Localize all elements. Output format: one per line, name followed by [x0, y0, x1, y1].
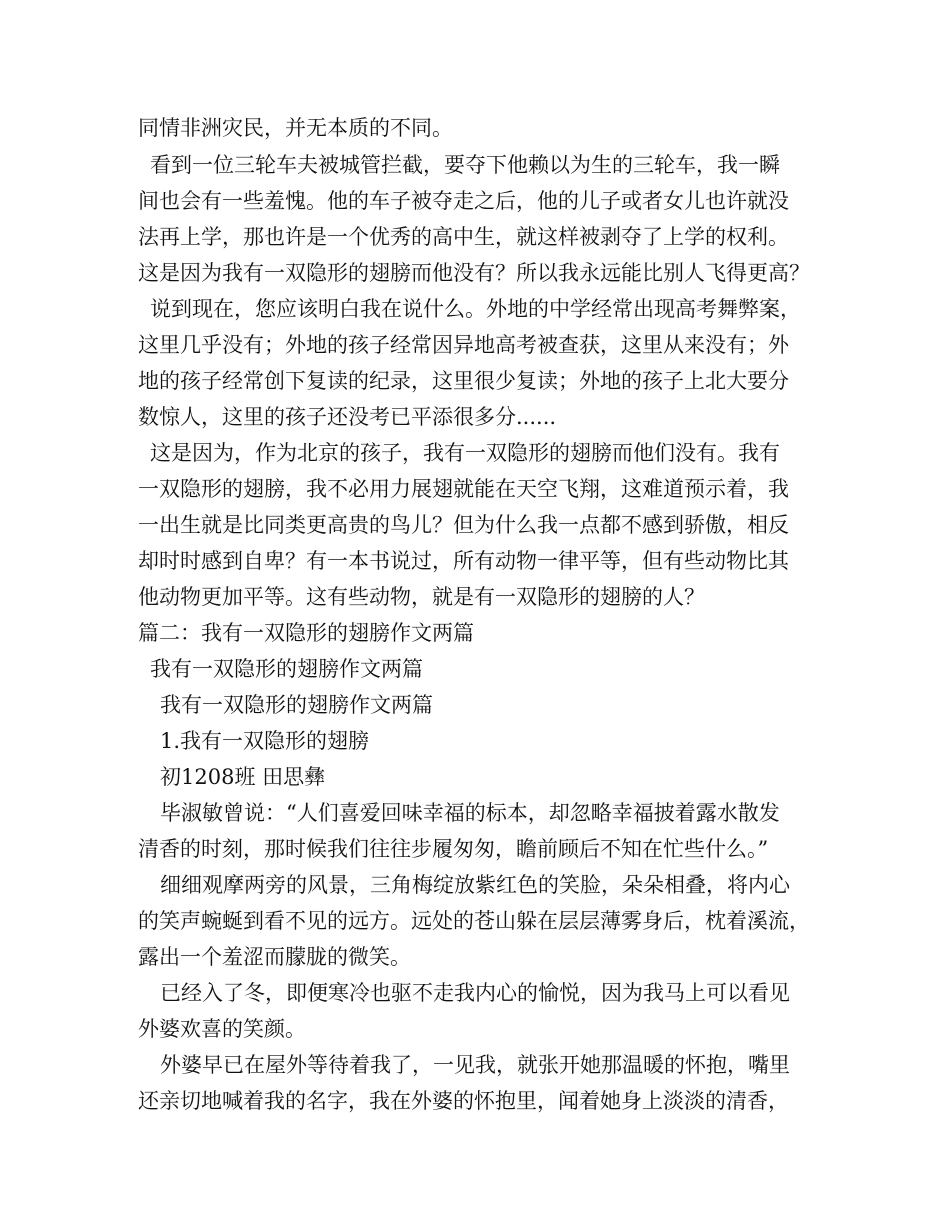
text-line-12: 一出生就是比同类更高贵的鸟儿？但为什么我一点都不感到骄傲，相反 — [138, 513, 789, 537]
text-line-10: 这是因为，作为北京的孩子，我有一双隐形的翅膀而他们没有。我有 — [150, 441, 780, 465]
text-line-14: 他动物更加平等。这有些动物，就是有一双隐形的翅膀的人？ — [138, 585, 705, 609]
text-line-3: 间也会有一些羞愧。他的车子被夺走之后，他的儿子或者女儿也许就没 — [138, 189, 789, 213]
text-line-28: 还亲切地喊着我的名字，我在外婆的怀抱里，闻着她身上淡淡的清香， — [138, 1089, 789, 1113]
text-line-1: 同情非洲灾民，并无本质的不同。 — [138, 116, 453, 140]
text-line-13: 却时时感到自卑？有一本书说过，所有动物一律平等，但有些动物比其 — [138, 549, 789, 573]
text-line-2: 看到一位三轮车夫被城管拦截，要夺下他赖以为生的三轮车，我一瞬 — [150, 153, 780, 177]
text-line-7: 这里几乎没有；外地的孩子经常因异地高考被查获，这里从来没有；外 — [138, 333, 789, 357]
text-line-4: 法再上学，那也许是一个优秀的高中生，就这样被剥夺了上学的权利。 — [138, 225, 789, 249]
text-line-23: 的笑声蜿蜒到看不见的远方。远处的苍山躲在层层薄雾身后，枕着溪流， — [138, 909, 810, 933]
text-line-8: 地的孩子经常创下复读的纪录，这里很少复读；外地的孩子上北大要分 — [138, 369, 789, 393]
text-line-27: 外婆早已在屋外等待着我了，一见我，就张开她那温暖的怀抱，嘴里 — [160, 1053, 790, 1077]
essay-title: 1.我有一双隐形的翅膀 — [160, 729, 370, 753]
text-line-25: 已经入了冬，即便寒冷也驱不走我内心的愉悦，因为我马上可以看见 — [160, 981, 790, 1005]
section-heading: 篇二：我有一双隐形的翅膀作文两篇 — [138, 621, 474, 645]
text-line-9: 数惊人，这里的孩子还没考已平添很多分...... — [138, 405, 557, 429]
text-line-20: 毕淑敏曾说：“人们喜爱回味幸福的标本，却忽略幸福披着露水散发 — [160, 801, 780, 825]
essay-collection-title: 我有一双隐形的翅膀作文两篇 — [150, 657, 423, 681]
text-line-21: 清香的时刻，那时候我们往往步履匆匆，瞻前顾后不知在忙些什么。” — [138, 837, 769, 861]
text-line-11: 一双隐形的翅膀，我不必用力展翅就能在天空飞翔，这难道预示着，我 — [138, 477, 789, 501]
text-line-26: 外婆欢喜的笑颜。 — [138, 1017, 306, 1041]
text-line-24: 露出一个羞涩而朦胧的微笑。 — [138, 945, 411, 969]
essay-collection-subtitle: 我有一双隐形的翅膀作文两篇 — [160, 693, 433, 717]
text-line-22: 细细观摩两旁的风景，三角梅绽放紫红色的笑脸，朵朵相叠，将内心 — [160, 873, 790, 897]
essay-author: 初1208班 田思彝 — [160, 765, 326, 789]
text-line-6: 说到现在，您应该明白我在说什么。外地的中学经常出现高考舞弊案， — [150, 297, 801, 321]
text-line-5: 这是因为我有一双隐形的翅膀而他没有？所以我永远能比别人飞得更高？ — [138, 261, 810, 285]
